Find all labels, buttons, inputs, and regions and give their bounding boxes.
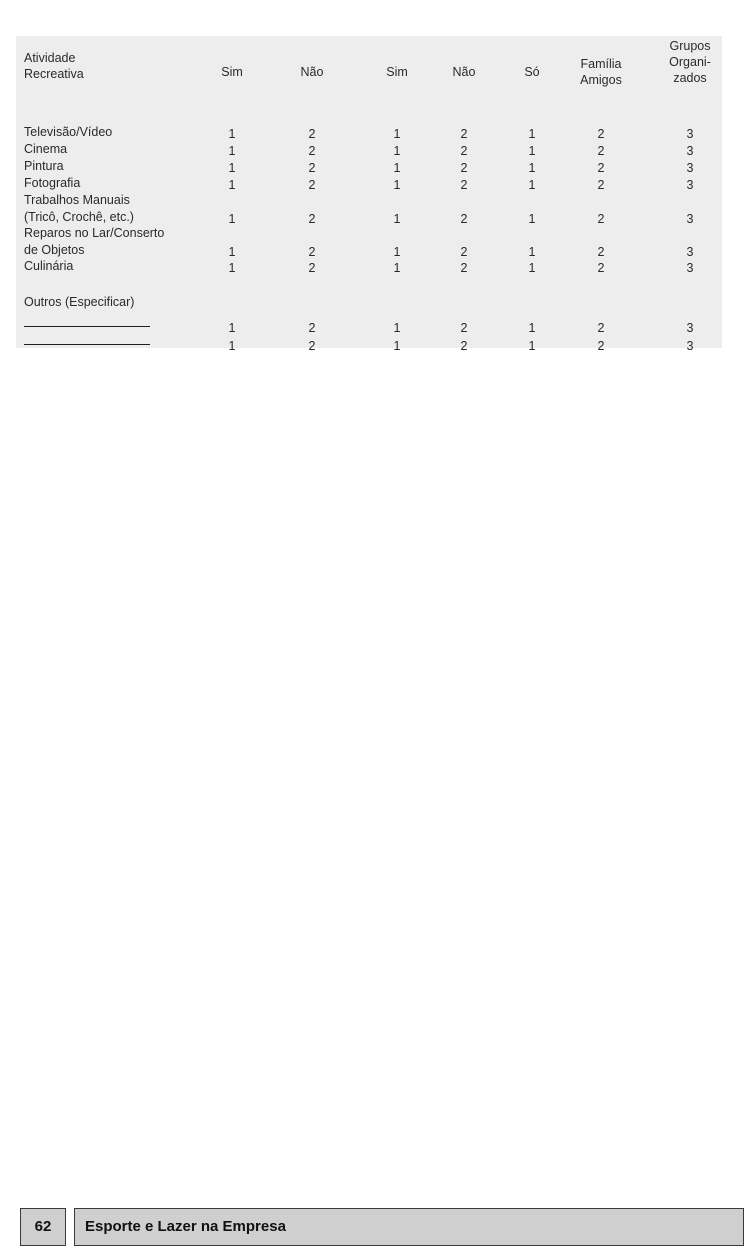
table-cell: 2 [308, 144, 316, 158]
row-label: Trabalhos Manuais [24, 193, 130, 207]
row-label: Reparos no Lar/Conserto [24, 226, 165, 240]
table-cell: 2 [460, 339, 468, 353]
table-cell: 2 [308, 178, 316, 192]
table-cell: 1 [228, 127, 236, 141]
table-cell: 2 [597, 339, 605, 353]
header-activity: Atividade Recreativa [24, 51, 84, 81]
table-cell: 2 [460, 144, 468, 158]
table-cell: 1 [528, 161, 536, 175]
table-cell: 2 [460, 178, 468, 192]
others-label: Outros (Especificar) [24, 295, 135, 309]
table-cell: 2 [460, 127, 468, 141]
table-cell: 3 [686, 178, 694, 192]
table-cell: 3 [686, 144, 694, 158]
table-cell: 1 [528, 261, 536, 275]
table-cell: 3 [686, 211, 694, 226]
table-cell: 1 [393, 144, 401, 158]
header-so: Só [524, 65, 540, 79]
table-cell: 2 [597, 321, 605, 335]
running-title: Esporte e Lazer na Empresa [74, 1208, 744, 1246]
header-nao-1: Não [300, 65, 324, 79]
table-cell: 2 [597, 127, 605, 141]
row-label: Culinária [24, 259, 74, 273]
table-cell: 2 [460, 321, 468, 335]
table-cell: 1 [393, 244, 401, 259]
questionnaire-table [16, 36, 722, 353]
table-cell: 3 [686, 321, 694, 335]
table-cell: 1 [228, 244, 236, 259]
table-cell: 1 [528, 144, 536, 158]
table-cell: 1 [228, 211, 236, 226]
table-cell: 1 [528, 211, 536, 226]
page-number: 62 [20, 1208, 66, 1246]
table-cell: 2 [308, 211, 316, 226]
page-footer [20, 1208, 744, 1248]
table-cell: 2 [460, 161, 468, 175]
table-cell: 1 [528, 321, 536, 335]
table-cell: 1 [228, 321, 236, 335]
table-cell: 2 [597, 161, 605, 175]
row-label: (Tricô, Crochê, etc.) [24, 209, 134, 224]
header-grupos-organizados: Grupos Organi- zados [669, 39, 711, 85]
table-cell: 2 [597, 211, 605, 226]
table-cell: 1 [393, 261, 401, 275]
table-cell: 1 [528, 127, 536, 141]
table-cell: 2 [308, 339, 316, 353]
table-cell: 2 [308, 244, 316, 259]
blank-write-in-line [24, 326, 150, 327]
header-familia-amigos: Família Amigos [580, 57, 622, 87]
table-cell: 2 [597, 178, 605, 192]
table-cell: 2 [308, 261, 316, 275]
header-nao-2: Não [452, 65, 476, 79]
table-cell: 1 [228, 144, 236, 158]
table-cell: 1 [228, 261, 236, 275]
header-sim-2: Sim [386, 65, 408, 79]
table-cell: 2 [460, 261, 468, 275]
table-cell: 2 [308, 321, 316, 335]
row-label: Pintura [24, 159, 64, 173]
table-cell: 2 [597, 261, 605, 275]
table-cell: 2 [597, 244, 605, 259]
table-cell: 1 [393, 127, 401, 141]
table-cell: 1 [528, 339, 536, 353]
table-cell: 1 [393, 211, 401, 226]
table-cell: 2 [308, 127, 316, 141]
table-cell: 1 [228, 161, 236, 175]
row-label: Cinema [24, 142, 68, 156]
table-cell: 1 [228, 178, 236, 192]
table-cell: 1 [528, 178, 536, 192]
table-cell: 3 [686, 161, 694, 175]
table-cell: 2 [308, 161, 316, 175]
row-label: de Objetos [24, 242, 85, 257]
table-cell: 1 [393, 161, 401, 175]
table-cell: 2 [460, 244, 468, 259]
table-cell: 3 [686, 127, 694, 141]
table-cell: 1 [393, 178, 401, 192]
table-cell: 3 [686, 339, 694, 353]
blank-write-in-line [24, 344, 150, 345]
table-cell: 3 [686, 244, 694, 259]
row-label: Fotografia [24, 176, 81, 190]
table-cell: 1 [393, 321, 401, 335]
table-cell: 2 [460, 211, 468, 226]
table-cell: 1 [393, 339, 401, 353]
table-cell: 3 [686, 261, 694, 275]
table-cell: 1 [528, 244, 536, 259]
row-label: Televisão/Vídeo [24, 125, 113, 139]
table-cell: 2 [597, 144, 605, 158]
header-sim-1: Sim [221, 65, 243, 79]
table-cell: 1 [228, 339, 236, 353]
